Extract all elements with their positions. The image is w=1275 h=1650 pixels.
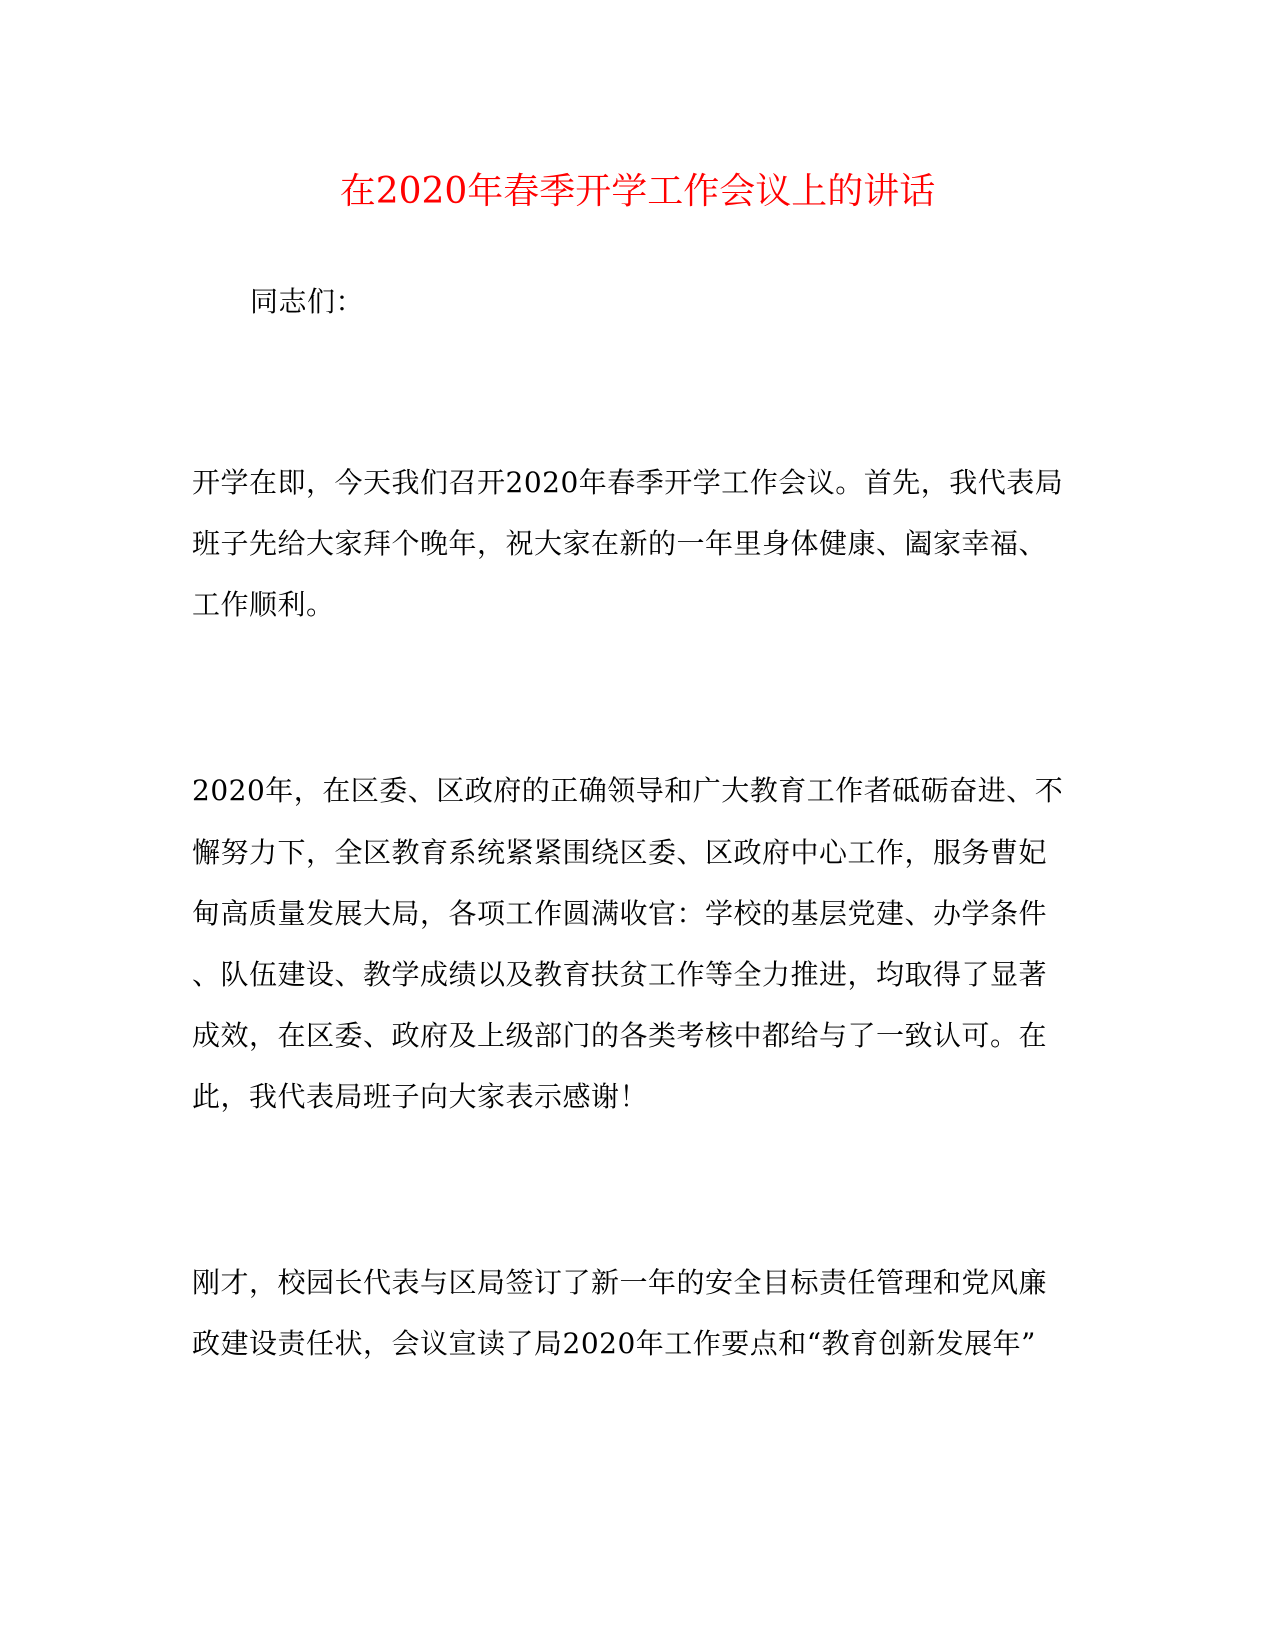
paragraph-line: 甸高质量发展大局，各项工作圆满收官：学校的基层党建、办学条件 — [192, 897, 1048, 930]
paragraph-line: 班子先给大家拜个晚年，祝大家在新的一年里身体健康、阖家幸福、 — [192, 527, 1048, 560]
paragraph-line: 政建设责任状，会议宣读了局2020年工作要点和“教育创新发展年” — [192, 1327, 1036, 1360]
paragraph-line: 开学在即，今天我们召开2020年春季开学工作会议。首先，我代表局 — [192, 466, 1064, 499]
paragraph-line: 2020年，在区委、区政府的正确领导和广大教育工作者砥砺奋进、不 — [192, 774, 1064, 807]
paragraph-line: 懈努力下，全区教育系统紧紧围绕区委、区政府中心工作，服务曹妃 — [192, 836, 1048, 869]
paragraph-line: 此，我代表局班子向大家表示感谢！ — [192, 1080, 649, 1113]
salutation: 同志们： — [250, 285, 365, 318]
paragraph-line: 工作顺利。 — [192, 588, 335, 621]
document-title: 在2020年春季开学工作会议上的讲话 — [339, 171, 936, 212]
paragraph-line: 刚才，校园长代表与区局签订了新一年的安全目标责任管理和党风廉 — [192, 1266, 1048, 1299]
paragraph-line: 、队伍建设、教学成绩以及教育扶贫工作等全力推进，均取得了显著 — [192, 958, 1048, 991]
paragraph-line: 成效，在区委、政府及上级部门的各类考核中都给与了一致认可。在 — [192, 1019, 1048, 1052]
